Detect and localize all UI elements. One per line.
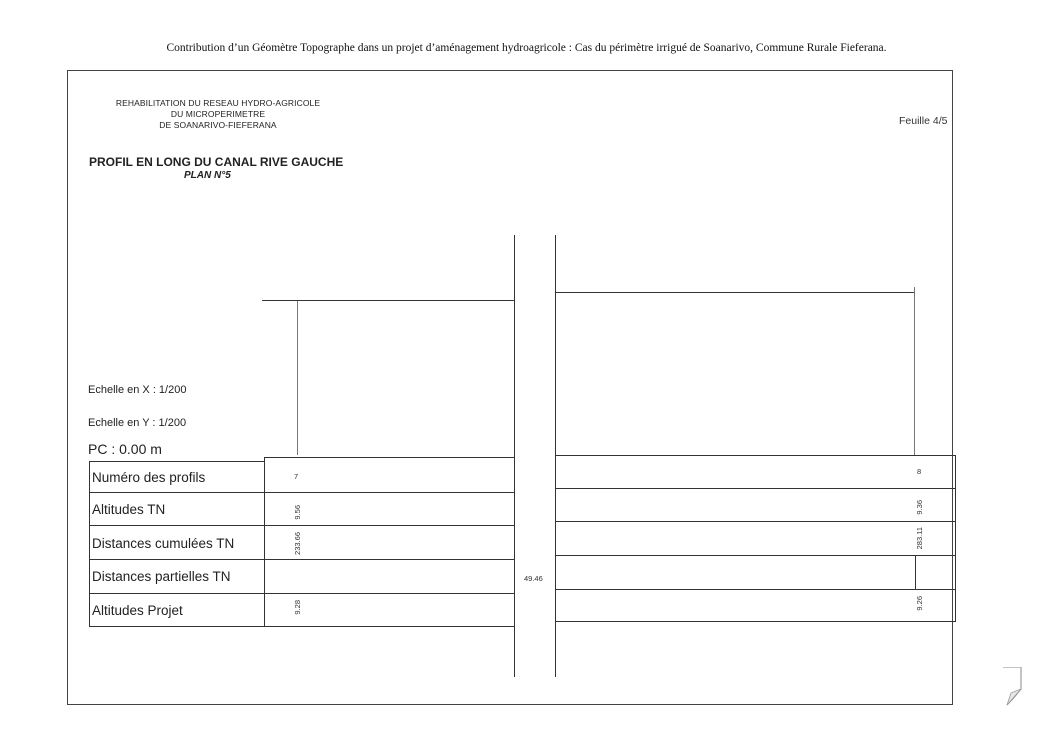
table-top-line-left — [265, 457, 515, 458]
row-label-numero: Numéro des profils — [92, 470, 206, 485]
table-row-line-2 — [89, 525, 515, 526]
profile-8-number: 8 — [917, 467, 922, 476]
profile-8-altitude-projet: 9.26 — [915, 596, 924, 611]
project-line-2: DU MICROPERIMETRE — [170, 109, 266, 119]
table-top-line-right — [556, 455, 956, 456]
project-title-block — [88, 98, 348, 131]
break-line-right — [555, 235, 556, 677]
table-bottom-line — [89, 626, 515, 627]
project-line-1: REHABILITATION DU RESEAU HYDRO-AGRICOLE — [115, 98, 321, 108]
table-row-line-4 — [89, 593, 515, 594]
profile-7-distance-cumulee: 233.66 — [293, 532, 302, 555]
row-label-distances-partielles: Distances partielles TN — [92, 569, 231, 584]
sheet-number: Feuille 4/5 — [899, 115, 948, 127]
partial-distance-tick — [915, 555, 916, 589]
plan-number: PLAN N°5 — [184, 170, 231, 181]
table-right-border — [955, 455, 956, 622]
table-row-line-4-right — [556, 589, 956, 590]
profile-8-altitude-tn: 9.36 — [915, 500, 924, 515]
profile-8-distance-cumulee: 283.11 — [915, 527, 924, 550]
comparison-plane: PC : 0.00 m — [88, 441, 162, 457]
table-row-line-3 — [89, 559, 515, 560]
drawing-title: PROFIL EN LONG DU CANAL RIVE GAUCHE — [89, 155, 344, 169]
scale-y: Echelle en Y : 1/200 — [88, 417, 187, 429]
table-left-border — [89, 461, 90, 627]
project-line-3: DE SOANARIVO-FIEFERANA — [159, 120, 277, 130]
row-label-distances-cumulees: Distances cumulées TN — [92, 536, 235, 551]
page-curl-icon — [1001, 667, 1023, 707]
table-row-line-3-right — [556, 555, 956, 556]
terrain-line-right — [556, 292, 914, 293]
profile-7-ordinate — [297, 301, 298, 455]
table-row-line-1-right — [556, 488, 956, 489]
break-line-left — [514, 235, 515, 677]
document-header: Contribution d’un Géomètre Topographe dans un projet d’aménagement hydroagricole : Cas du périmètre irrigué de Soanarivo, Commune Rurale Fieferana. — [166, 42, 887, 54]
row-label-altitudes-projet: Altitudes Projet — [92, 603, 183, 618]
table-label-divider — [264, 457, 265, 627]
partial-distance-value: 49.46 — [524, 574, 543, 583]
row-label-altitudes-tn: Altitudes TN — [92, 502, 166, 517]
profile-7-number: 7 — [294, 472, 299, 481]
scale-x: Echelle en X : 1/200 — [88, 384, 187, 396]
profile-7-altitude-tn: 9.56 — [293, 505, 302, 520]
table-top-line — [89, 461, 265, 462]
table-row-line-2-right — [556, 521, 956, 522]
profile-7-altitude-projet: 9.28 — [293, 600, 302, 615]
table-row-line-1 — [89, 492, 515, 493]
table-bottom-line-right — [556, 621, 956, 622]
terrain-line-left — [262, 300, 515, 301]
profile-8-ordinate — [914, 287, 915, 455]
